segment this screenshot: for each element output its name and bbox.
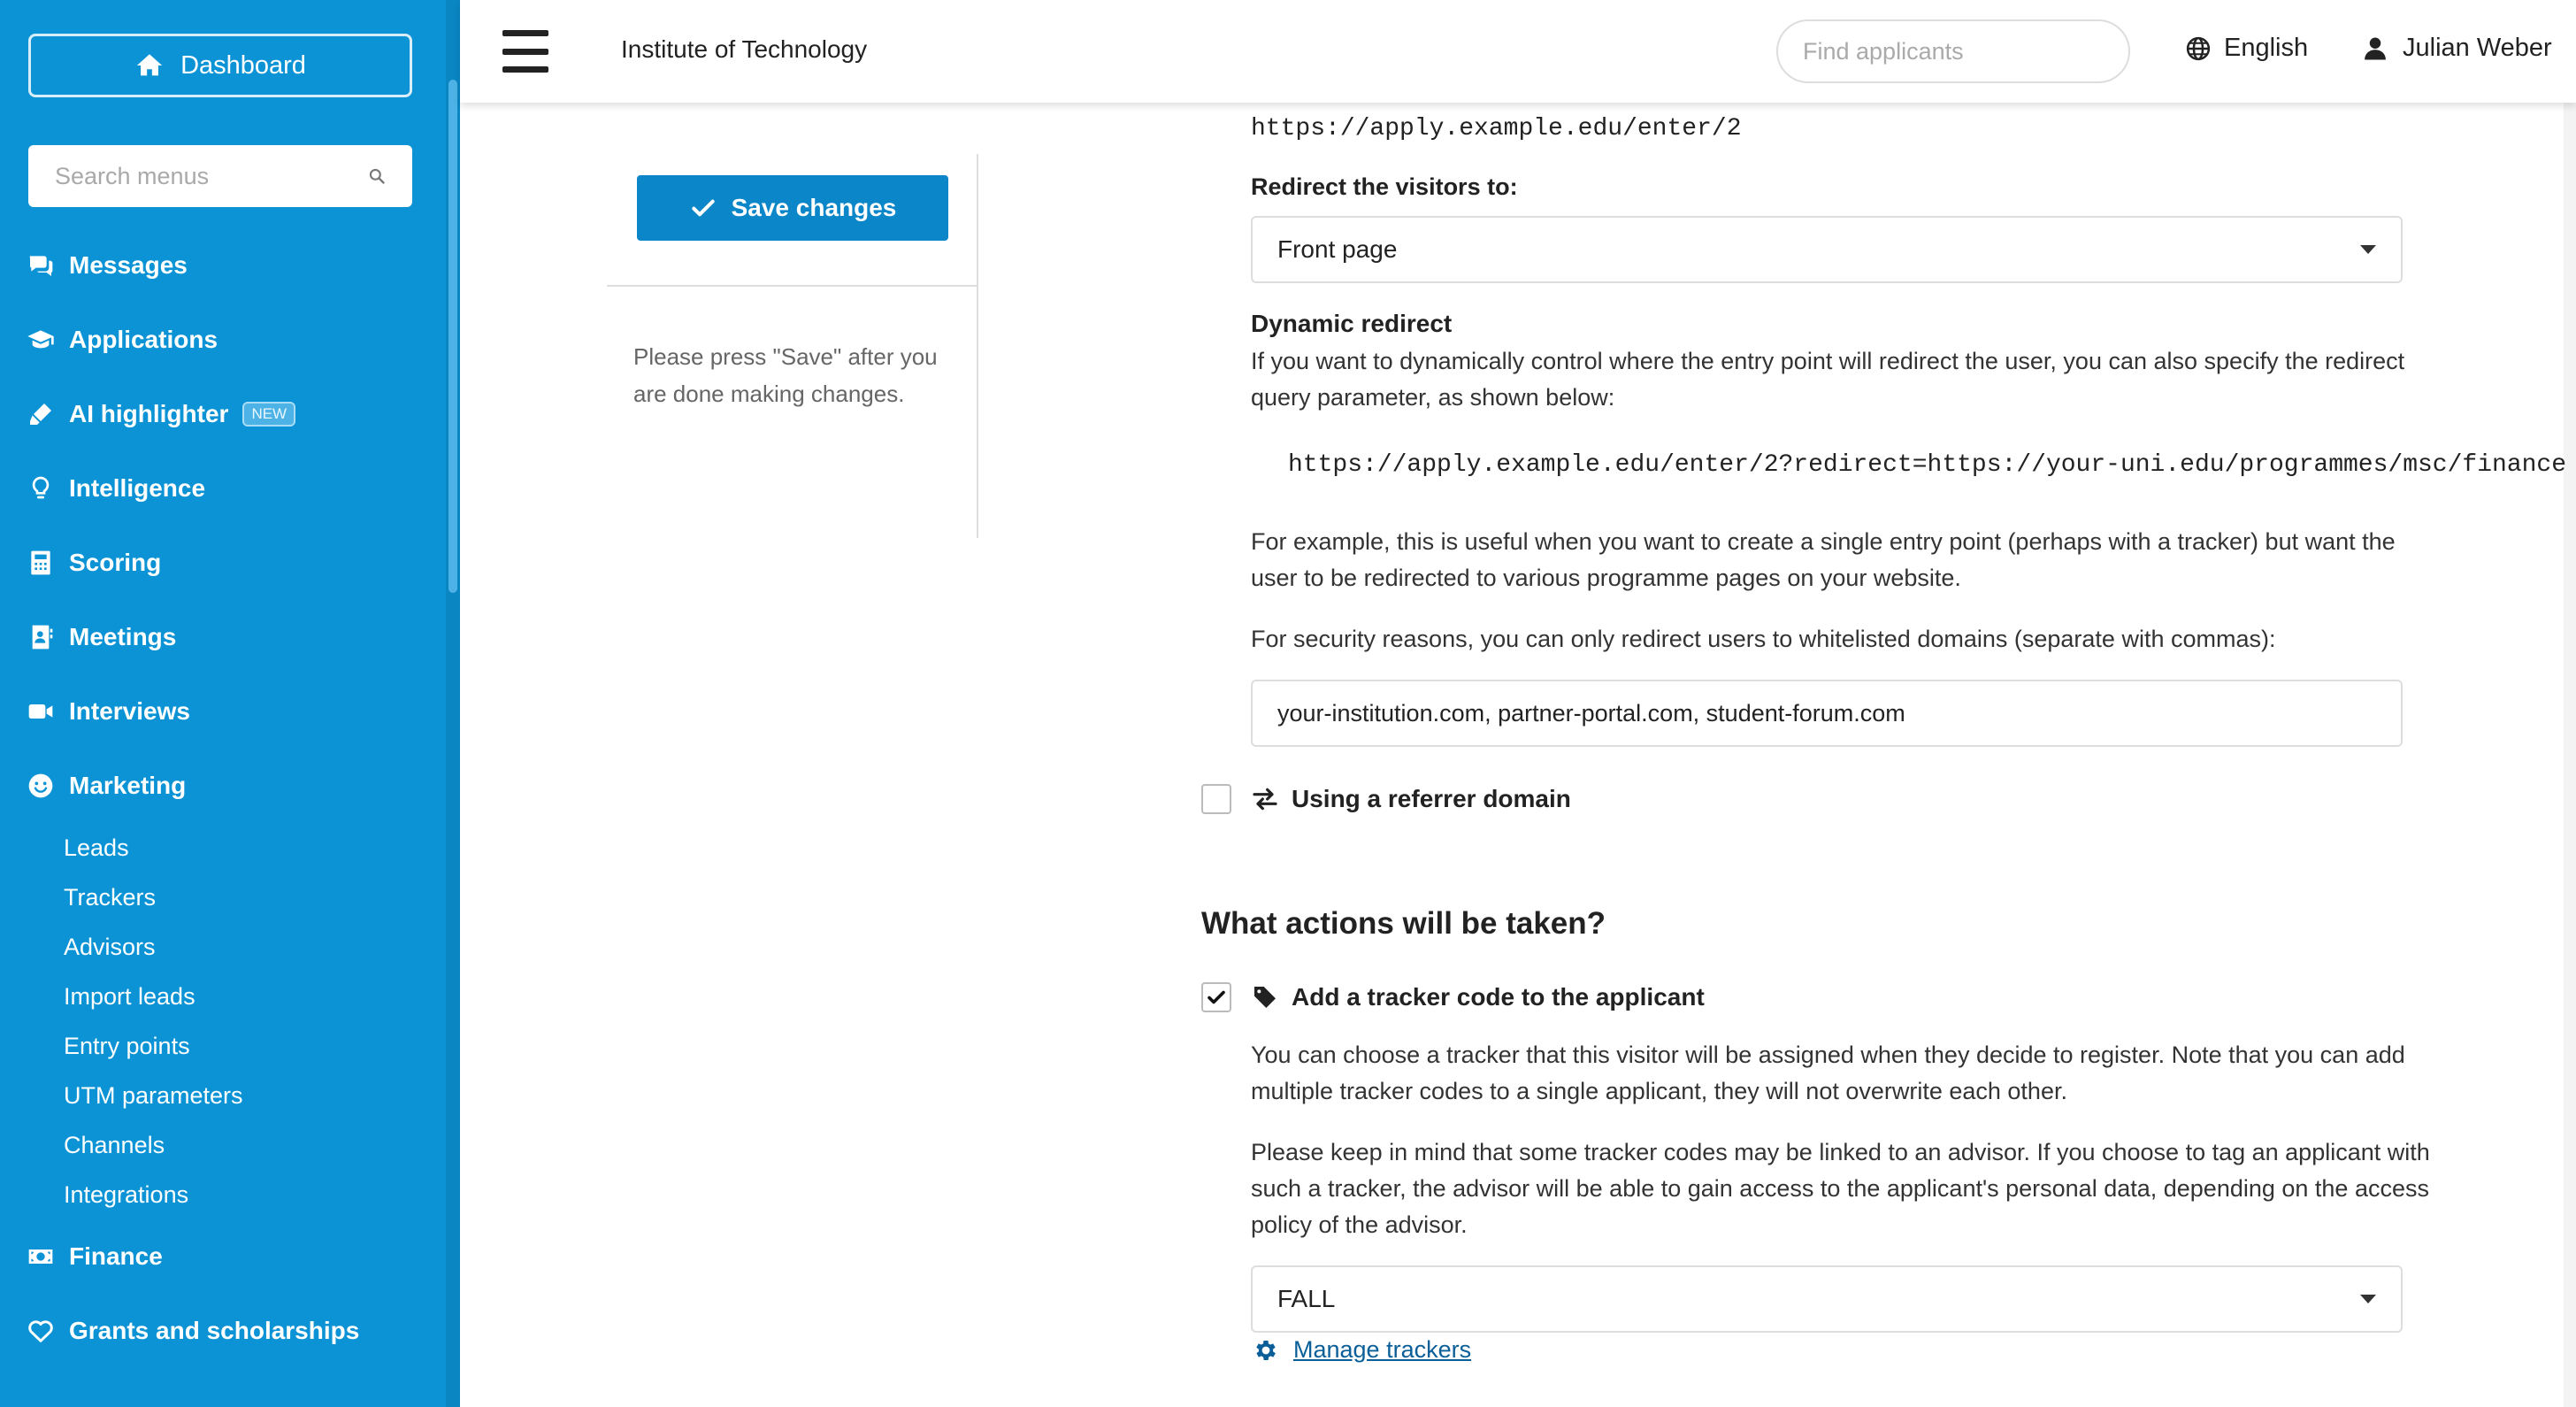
money-bill-icon (27, 1242, 55, 1271)
actions-divider-horizontal (607, 285, 977, 287)
home-icon (134, 50, 165, 81)
manage-trackers-link[interactable] (1253, 1336, 1471, 1364)
example-text: For example, this is useful when you want to create a single entry point (perhaps with a tracker) but want the user to be redirected to various programme pages on your website. (1251, 528, 2396, 591)
tracker-advisor-warning: Please keep in mind that some tracker codes may be linked to an advisor. If you choose to tag an applicant with such a tracker, the advisor will be able to gain access to the applicant's personal data, depending on the access policy of the advisor. (1251, 1139, 2430, 1238)
tracker-select-value: FALL (1277, 1285, 1336, 1312)
marketing-submenu (0, 823, 446, 1219)
redirect-label: Redirect the visitors to: (1251, 173, 1518, 200)
topbar (460, 0, 2576, 103)
institute-name: Institute of Technology (621, 35, 868, 63)
lightbulb-icon (27, 474, 55, 503)
manage-trackers-label: Manage trackers (1293, 1336, 1472, 1363)
referrer-domain-label: Using a referrer domain (1292, 785, 1571, 812)
tag-icon (1251, 983, 1279, 1011)
sidebar (0, 0, 460, 1407)
check-icon (689, 194, 717, 222)
sidebar-menu (0, 228, 446, 1368)
menu-search-input[interactable] (55, 163, 368, 190)
dynamic-redirect-text: If you want to dynamically control where the entry point will redirect the user, you can also specify the redirect query parameter, as shown below: (1251, 348, 2405, 411)
sidebar-item-grants[interactable]: Grants and scholarships (0, 1294, 446, 1368)
referrer-domain-checkbox[interactable] (1201, 784, 1231, 814)
dashboard-button[interactable] (28, 34, 412, 97)
dashboard-label: Dashboard (180, 50, 306, 80)
applicant-search[interactable] (1776, 19, 2130, 83)
sidebar-scrollbar[interactable] (446, 0, 460, 1407)
sidebar-item-intelligence[interactable]: Intelligence (0, 451, 446, 526)
sidebar-subitem-import-leads[interactable]: Import leads (64, 982, 196, 1010)
entry-point-url: https://apply.example.edu/enter/2 (1251, 115, 1742, 142)
sidebar-subitem-integrations[interactable]: Integrations (64, 1180, 189, 1208)
sidebar-item-ai-highlighter[interactable]: AI highlighter NEW (0, 377, 446, 451)
sidebar-item-interviews[interactable]: Interviews (0, 674, 446, 749)
checkmark-icon (1206, 987, 1227, 1008)
save-changes-label: Save changes (731, 194, 897, 221)
redirect-select[interactable] (1251, 216, 2403, 283)
tracker-select[interactable] (1251, 1265, 2403, 1333)
sidebar-subitem-entry-points[interactable]: Entry points (64, 1032, 190, 1059)
actions-section-title: What actions will be taken? (1201, 906, 1606, 941)
sidebar-item-scoring[interactable]: Scoring (0, 526, 446, 600)
user-icon (2362, 35, 2388, 62)
comments-icon (27, 251, 55, 280)
sidebar-subitem-trackers[interactable]: Trackers (64, 883, 157, 911)
user-name: Julian Weber (2403, 34, 2552, 62)
globe-icon (2185, 35, 2212, 62)
highlighter-icon (27, 400, 55, 428)
address-book-icon (27, 623, 55, 651)
sidebar-subitem-advisors[interactable]: Advisors (64, 933, 156, 960)
sidebar-item-finance[interactable]: Finance (0, 1219, 446, 1294)
tracker-code-checkbox[interactable] (1201, 982, 1231, 1012)
new-badge: NEW (242, 402, 295, 427)
sidebar-item-marketing[interactable]: Marketing (0, 749, 446, 823)
dynamic-redirect-url: https://apply.example.edu/enter/2?redirect=https://your-uni.edu/programmes/msc/finance (1288, 451, 2567, 479)
security-text: For security reasons, you can only redirect users to whitelisted domains (separate with commas): (1251, 626, 2276, 652)
calculator-icon (27, 549, 55, 577)
hamburger-menu-icon[interactable] (502, 30, 548, 73)
user-menu[interactable] (2362, 34, 2552, 63)
gear-icon (1253, 1337, 1279, 1364)
actions-divider-vertical (977, 154, 978, 538)
sidebar-scroll-thumb[interactable] (448, 80, 457, 593)
graduation-cap-icon (27, 326, 55, 354)
language-label: English (2224, 34, 2309, 62)
referrer-domain-row[interactable] (1201, 784, 1571, 814)
language-selector[interactable] (2185, 34, 2308, 63)
dynamic-redirect-title: Dynamic redirect (1251, 310, 1453, 337)
caret-down-icon (2360, 245, 2376, 254)
sidebar-item-meetings[interactable]: Meetings (0, 600, 446, 674)
tracker-code-label: Add a tracker code to the applicant (1292, 983, 1705, 1011)
exchange-arrows-icon (1251, 785, 1279, 813)
sidebar-subitem-utm-parameters[interactable]: UTM parameters (64, 1081, 243, 1109)
menu-search[interactable] (28, 145, 412, 207)
whitelisted-domains-input[interactable] (1251, 680, 2403, 747)
heart-icon (27, 1317, 55, 1345)
video-camera-icon (27, 697, 55, 726)
sidebar-item-applications[interactable]: Applications (0, 303, 446, 377)
sidebar-item-messages[interactable]: Messages (0, 228, 446, 303)
tracker-description: You can choose a tracker that this visitor will be assigned when they decide to register. Note that you can add multiple tracker codes to a single applicant, they will not overwrite each other. (1251, 1042, 2405, 1104)
sidebar-subitem-leads[interactable]: Leads (64, 834, 129, 861)
save-hint: Please press "Save" after you are done making changes. (633, 343, 938, 407)
tracker-code-row[interactable] (1201, 982, 1705, 1012)
sidebar-subitem-channels[interactable]: Channels (64, 1131, 165, 1158)
save-changes-button[interactable] (637, 175, 948, 241)
main-content (460, 103, 2576, 1407)
smile-icon (27, 772, 55, 800)
redirect-select-value: Front page (1277, 235, 1398, 263)
search-icon[interactable] (368, 163, 386, 189)
applicant-search-input[interactable] (1803, 38, 2116, 65)
caret-down-icon (2360, 1295, 2376, 1303)
